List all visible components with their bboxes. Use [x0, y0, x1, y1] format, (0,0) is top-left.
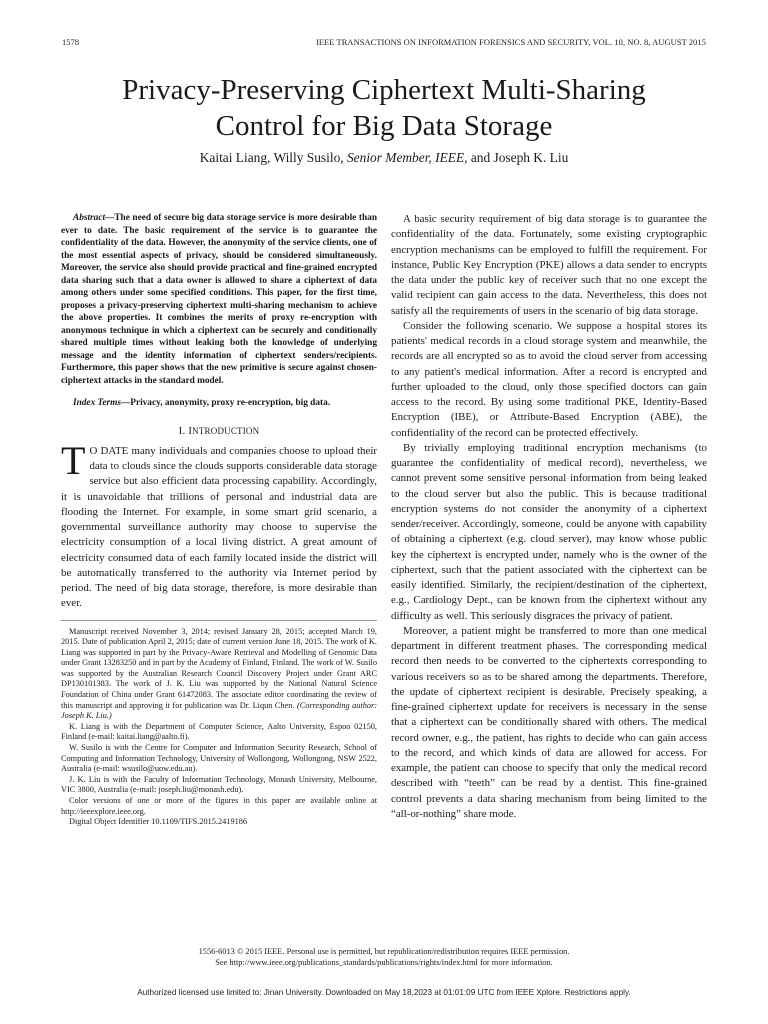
footnote-doi: Digital Object Identifier 10.1109/TIFS.2015.2419186: [69, 817, 248, 827]
footnote-corresponding-author: (Corresponding author: Joseph K. Liu.): [61, 700, 377, 721]
title-line-2: Control for Big Data Storage: [215, 110, 553, 142]
left-column: [61, 212, 377, 828]
paragraph-security-requirement: A basic security requirement of big data storage is to guarantee the confidentiality of the data. Fortunately, some existing cryptographic encryption mechanisms can be employed to fulfill the requirement. For instance, Public Key Encryption (PKE) allows a data sender to encrypts the data under the public key of receiver such that no one except the valid recipient can gain access to the data. Nevertheless, this does not satisfy all the requirements of users in the scenario of big data storage.: [391, 213, 707, 317]
abstract-text: —The need of secure big data storage service is more desirable than ever to date. The basic requirement of the service is to guarantee the confidentiality of the data. However, the anonymity of the service clients, one of the most essential aspects of privacy, should be considered simultaneously. Moreover, the service also should provide practical and fine-grained encrypted data sharing such that a data owner is allowed to share a ciphertext of data among others under some specified conditions. This paper, for the first time, proposes a privacy-preserving ciphertext multi-sharing mechanism to achieve the above properties. It combines the merits of proxy re-encryption with anonymous technique in which a ciphertext can be securely and conditionally shared multiple times without leaking both the knowledge of underlying message and the identity information of ciphertext senders/recipients. Furthermore, this paper shows that the new primitive is secure against chosen-ciphertext attacks in the standard model.: [61, 213, 377, 386]
authors-part-2: , and Joseph K. Liu: [464, 150, 569, 165]
paragraph-anonymity: By trivially employing traditional encryption mechanisms (to guarantee the confidentiality of medical record), nevertheless, we cannot prevent some sensitive personal information from being leaked to the cloud server but also the public. This is because traditional encryption systems do not consider the anonymity of a ciphertext sender/receiver. Accordingly, someone, could be anyone with capability of obtaining a ciphertext (e.g. cloud server), may know whose public key the ciphertext is encrypted under, namely who is the owner of the ciphertext, such that the patient associated with the ciphertext can be easily identified. Similarly, the recipient/destination of the ciphertext, e.g., Cardiology Dept., can be known from the ciphertext without any difficulty as well. This seriously disgraces the privacy of patient.: [391, 441, 707, 622]
author-role: Senior Member, IEEE: [346, 150, 465, 165]
abstract-label: Abstract: [73, 213, 106, 223]
intro-lead: O DATE: [89, 444, 129, 457]
paragraph-fine-grained-sharing: Moreover, a patient might be transferred to more than one medical department in different treatment phases. The corresponding medical record then needs to be converted to the ciphertexts corresponding to various receivers so as to be shared among the departments. Therefore, the update of ciphertext recipient is desirable. Precisely speaking, a fine-grained ciphertext update for receivers is necessary in the sense that a ciphertext can be conditionally shared with others. The medical record owner, e.g., the patient, has rights to decide who can gain access to the record, and which kinds of data are allowed for access. For example, the patient can choose to specify that only the medical record described with “teeth” can be read by a dentist. This fine-grained control prevents a data sharing mechanism from being limited to the “all-or-nothing” share mode.: [391, 624, 707, 820]
index-terms-text: —Privacy, anonymity, proxy re-encryption, big data.: [120, 398, 331, 408]
page-number: 1578: [62, 38, 80, 47]
footnote-manuscript-text: Manuscript received November 3, 2014; revised January 28, 2015; accepted March 19, 2015. Date of publication April 2, 2015; date of current version June 18, 2015. The work of K. Liang was supported in part by the Privacy-Aware Retrieval and Modelling of Genomic Data under Grant 13283250 and in part by the Academy of Finland, Finland. The work of W. Susilo was supported by the Australian Research Council Discovery Project under Grant ARC DP130101383. The work of J. K. Liu was supported by the National Natural Science Foundation of China under Grant 61472083. The associate editor coordinating the review of this manuscript and approving it for publication was Dr. Liqun Chen.: [61, 626, 377, 710]
intro-text: many individuals and companies choose to upload their data to clouds since the clouds supports considerable data storage service but also efficient data processing capability. Accordingly, it is unavoidable that trillions of personal and industrial data are flooding the Internet. For example, in some smart grid scenario, a governmental surveillance authority may choose to supervise the electricity consumption of a local living district. A great amount of electricity consumed data of each family located inside the district will be automatically transferred to the authority via Internet period by period. The need of big data storage, therefore, is more desirable than ever.: [61, 444, 377, 610]
journal-header: IEEE TRANSACTIONS ON INFORMATION FORENSICS AND SECURITY, VOL. 10, NO. 8, AUGUST 2015: [315, 38, 706, 47]
paper-title: [0, 72, 768, 144]
intro-paragraph: [61, 437, 377, 612]
right-column: [391, 212, 707, 822]
author-list: [0, 150, 768, 166]
paragraph-hospital-scenario: Consider the following scenario. We suppose a hospital stores its patients' medical records in a cloud storage system and meanwhile, the records are all encrypted so as to avoid the cloud server from accessing to any patient's medical information. After a record is encrypted and further uploaded to the cloud, only those specified doctors can gain access to the record. By using some traditional PKE, Identity-Based Encryption (IBE), or Attribute-Based Encryption (ABE), the confidentiality of the record can be protected effectively.: [391, 319, 707, 439]
title-line-1: Privacy-Preserving Ciphertext Multi-Sharing: [122, 74, 646, 106]
download-notice: Authorized licensed use limited to: Jinan University. Downloaded on May 18,2023 at 01:01:09 UTC from IEEE Xplore. Restrictions apply.: [137, 988, 631, 997]
copyright-notice: [0, 946, 768, 968]
footnote-color-versions: Color versions of one or more of the figures in this paper are available online at http://ieeexplore.ieee.org.: [61, 796, 377, 816]
section-number: I. I: [178, 424, 193, 437]
index-terms-label: Index Terms: [73, 398, 121, 408]
footnote-susilo: W. Susilo is with the Centre for Computer and Information Security Research, School of Computing and Information Technology, University of Wollongong, Wollongong, NSW 2522, Australia (e-mail: wsusilo@uow.edu.au).: [61, 743, 377, 774]
index-terms: [61, 397, 377, 410]
copyright-line-1: 1556-6013 © 2015 IEEE. Personal use is permitted, but republication/redistribution requires IEEE permission.: [198, 947, 570, 956]
section-title: NTRODUCTION: [192, 425, 260, 436]
footnote-liu: J. K. Liu is with the Faculty of Information Technology, Monash University, Melbourne, VIC 3800, Australia (e-mail: joseph.liu@monash.edu).: [61, 774, 377, 795]
section-heading-introduction: [61, 424, 377, 439]
copyright-line-2: See http://www.ieee.org/publications_standards/publications/rights/index.html for more information.: [215, 958, 553, 967]
authors-part-1: Kaitai Liang, Willy Susilo,: [199, 150, 347, 165]
abstract: [61, 212, 377, 387]
drop-cap: T: [61, 437, 86, 483]
footnote-liang: K. Liang is with the Department of Computer Science, Aalto University, Espoo 02150, Finland (e-mail: kaitai.liang@aalto.fi).: [61, 721, 377, 742]
footnote-manuscript: [61, 627, 377, 722]
footnotes: [61, 620, 377, 828]
